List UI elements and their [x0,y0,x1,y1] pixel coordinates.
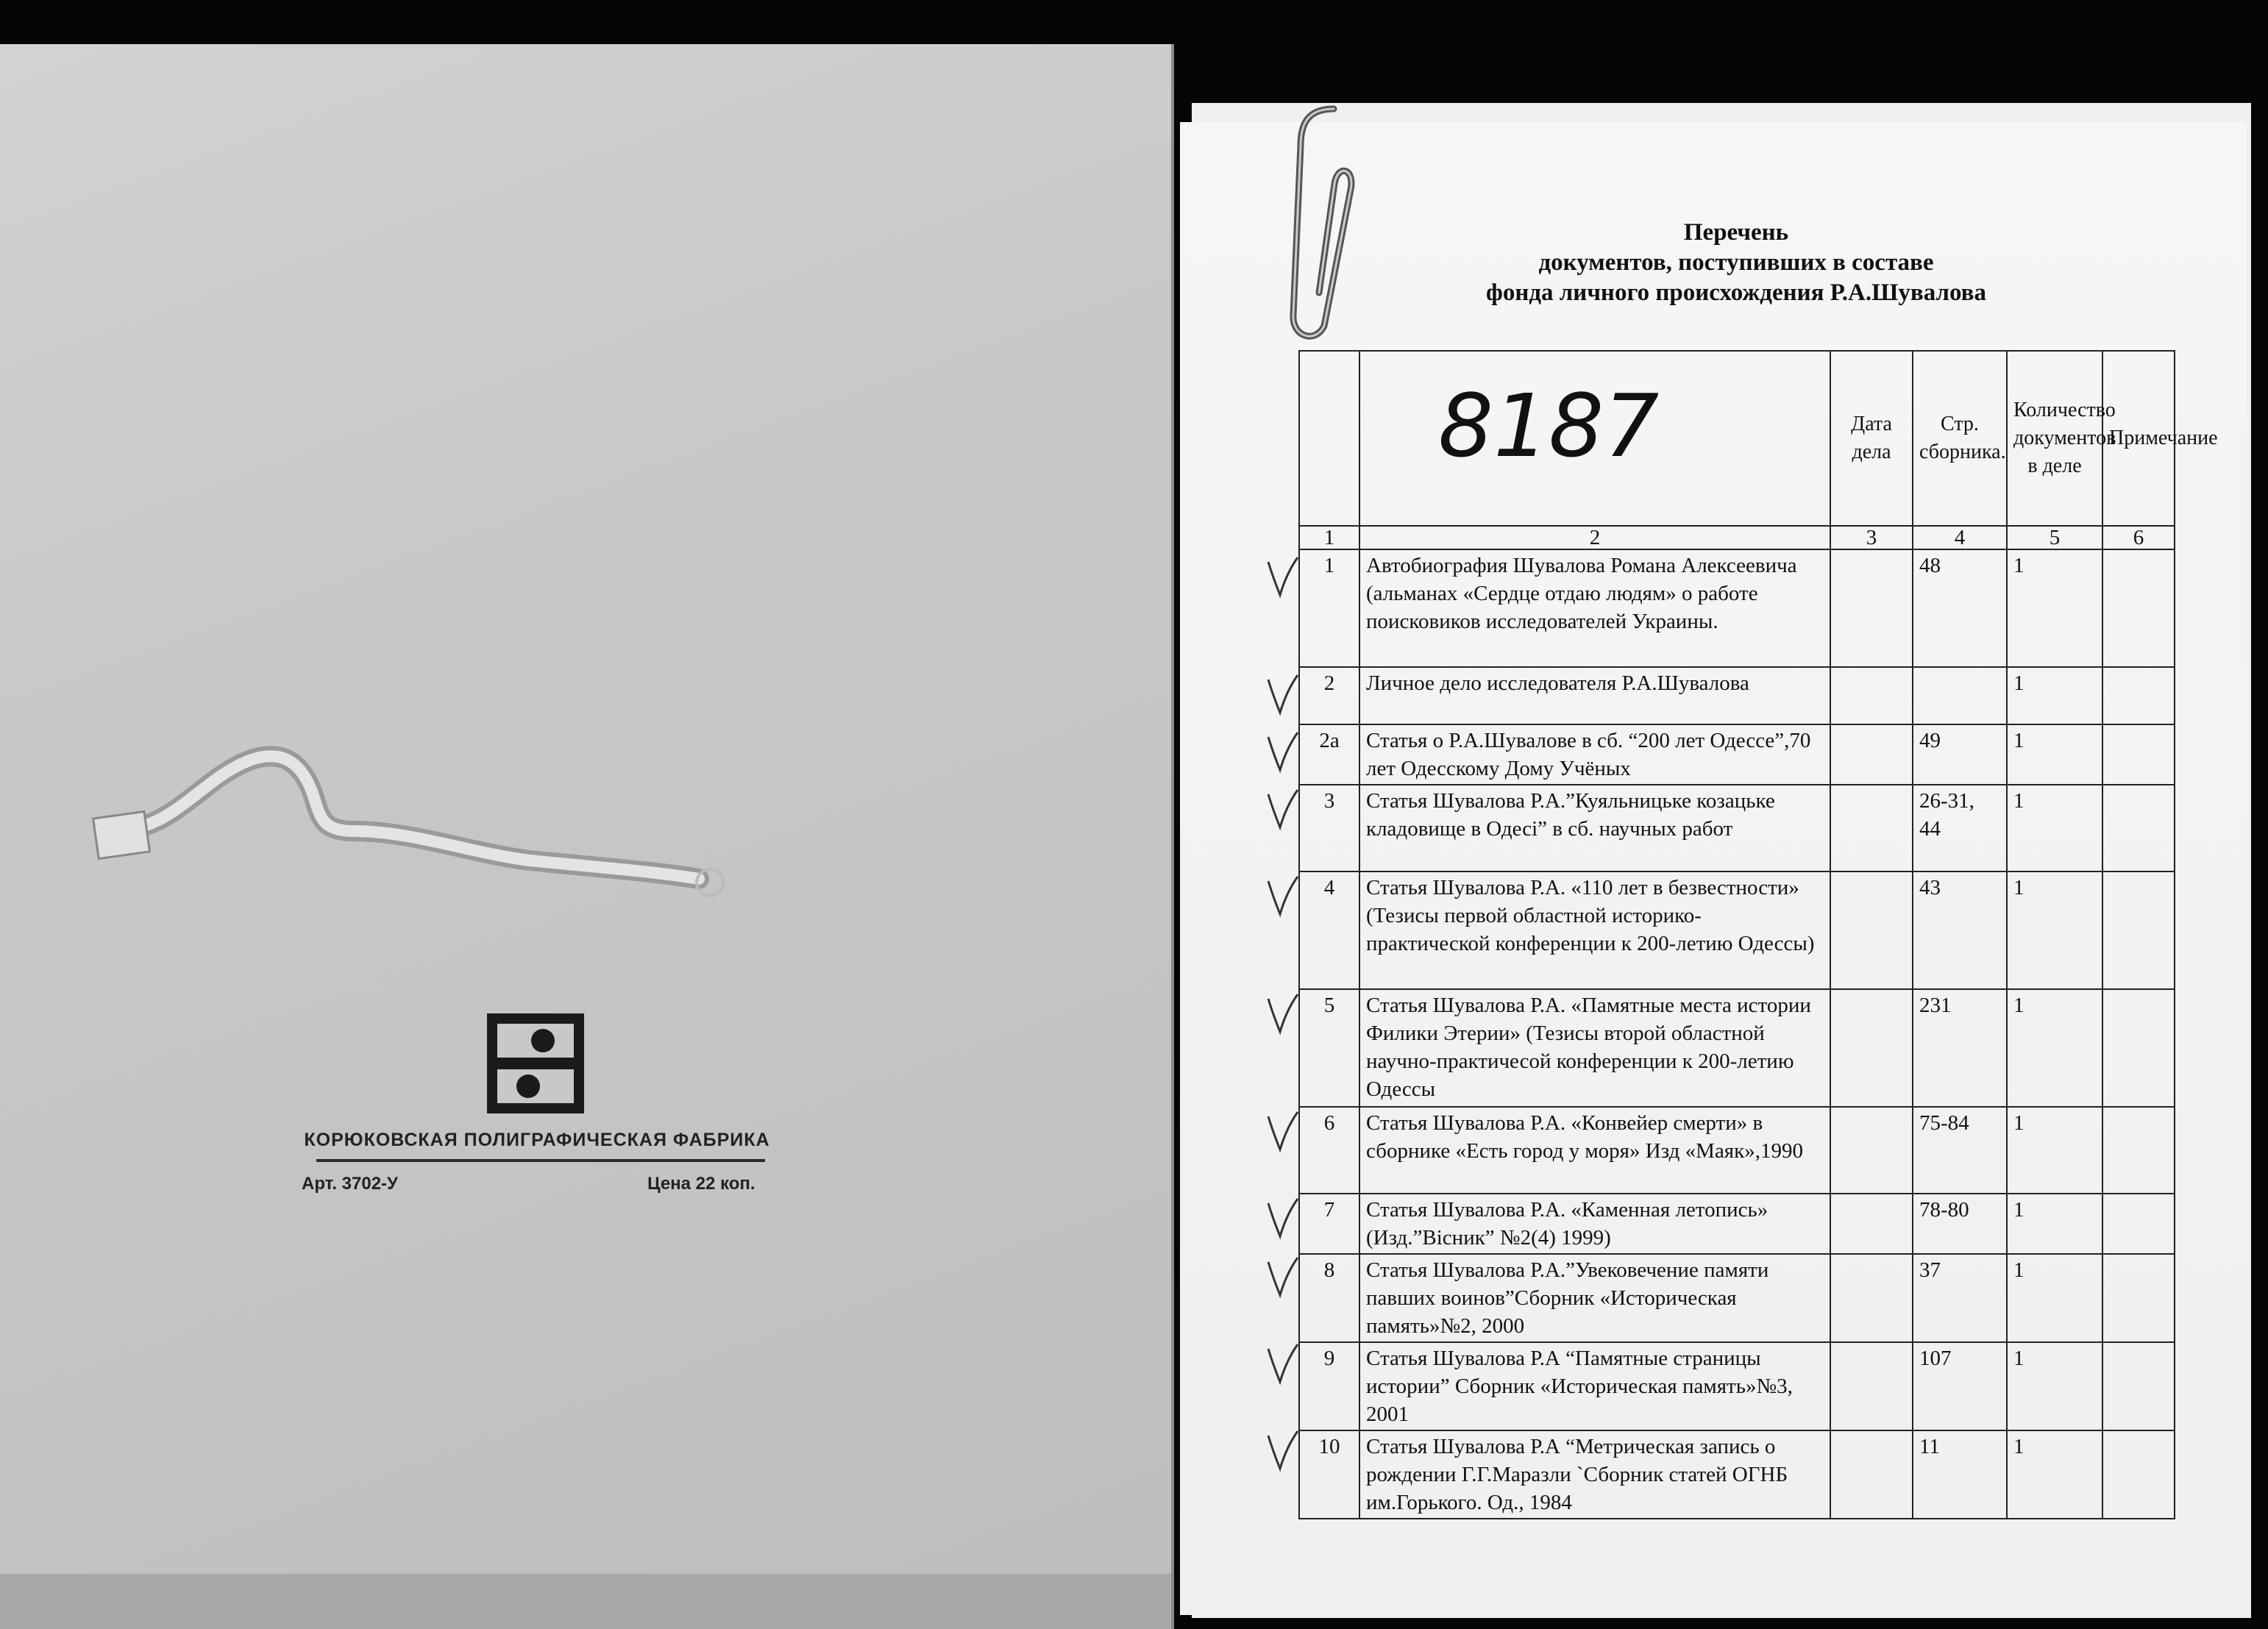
row-note [2102,1430,2175,1519]
column-number: 4 [1913,526,2007,549]
row-title: Статья Шувалова Р.А. «Памятные места истории Филики Этерии» (Тезисы второй областной научно-практичесой конференции к 200-летию Одессы [1359,989,1830,1107]
row-pages: 48 [1913,549,2007,667]
divider [316,1159,765,1162]
row-pages: 43 [1913,871,2007,989]
table-row [1299,785,2175,871]
row-count: 1 [2007,724,2102,785]
table-row [1299,1107,2175,1194]
table-row [1299,871,2175,989]
row-count: 1 [2007,1107,2102,1194]
row-title: Статья Шувалова Р.А.”Увековечение памяти павших воинов”Сборник «Историческая память»№2, 2000 [1359,1254,1830,1342]
row-count: 1 [2007,1430,2102,1519]
row-title: Статья о Р.А.Шувалове в сб. “200 лет Одессе”,70 лет Одесскому Дому Учёных [1359,724,1830,785]
svg-text:8187: 8187 [1438,375,1660,477]
paper-clip-icon [1264,101,1374,352]
check-mark-icon [1264,1255,1301,1299]
row-count: 1 [2007,549,2102,667]
row-note [2102,871,2175,989]
check-mark-icon [1264,1428,1301,1472]
document-title [1251,218,2222,308]
row-title: Автобиография Шувалова Романа Алексеевича (альманах «Сердце отдаю людям» о работе поисковиков исследователей Украины. [1359,549,1830,667]
row-pages: 75-84 [1913,1107,2007,1194]
header-date: Дата дела [1830,351,1913,526]
row-title: Статья Шувалова Р.А. «Каменная летопись» (Изд.”Вісник” №2(4) 1999) [1359,1194,1830,1254]
column-number: 2 [1359,526,1830,549]
row-number: 9 [1299,1342,1359,1430]
row-date [1830,549,1913,667]
row-date [1830,667,1913,724]
row-note [2102,724,2175,785]
check-mark-icon [1264,730,1301,774]
row-count: 1 [2007,667,2102,724]
row-pages [1913,667,2007,724]
row-number: 5 [1299,989,1359,1107]
row-date [1830,989,1913,1107]
row-note [2102,785,2175,871]
column-number: 6 [2102,526,2175,549]
row-pages: 49 [1913,724,2007,785]
table-row [1299,989,2175,1107]
check-mark-icon [1264,1196,1301,1240]
row-pages: 37 [1913,1254,2007,1342]
row-pages: 107 [1913,1342,2007,1430]
table-row [1299,724,2175,785]
header-number [1299,351,1359,526]
table-row [1299,1342,2175,1430]
title-line: Перечень [1683,219,1789,246]
title-line: документов, поступивших в составе [1538,249,1934,276]
publisher-logo-icon [487,1013,584,1113]
table-row [1299,1430,2175,1519]
column-number: 5 [2007,526,2102,549]
row-number: 1 [1299,549,1359,667]
row-count: 1 [2007,989,2102,1107]
row-title: Статья Шувалова Р.А “Памятные страницы истории” Сборник «Историческая память»№3, 2001 [1359,1342,1830,1430]
check-mark-icon [1264,991,1301,1035]
column-number: 3 [1830,526,1913,549]
row-title: Статья Шувалова Р.А. «110 лет в безвестности» (Тезисы первой областной историко-практической конференции к 200-летию Одессы) [1359,871,1830,989]
row-note [2102,1107,2175,1194]
row-date [1830,1254,1913,1342]
column-number-row [1299,526,2175,549]
row-title: Статья Шувалова Р.А “Метрическая запись о рождении Г.Г.Маразли `Сборник статей ОГНБ им.Горького. Од., 1984 [1359,1430,1830,1519]
factory-name: КОРЮКОВСКАЯ ПОЛИГРАФИЧЕСКАЯ ФАБРИКА [304,1130,770,1150]
row-pages: 11 [1913,1430,2007,1519]
header-pages: Стр. сборника. [1913,351,2007,526]
row-number: 7 [1299,1194,1359,1254]
row-count: 1 [2007,871,2102,989]
handwritten-fund-number [1431,368,1674,478]
header-count: Количество документов в деле [2007,351,2102,526]
header-note: Примечание [2102,351,2175,526]
folder-edge [0,1574,1171,1629]
row-pages: 231 [1913,989,2007,1107]
table-row [1299,1194,2175,1254]
row-count: 1 [2007,1342,2102,1430]
row-count: 1 [2007,1254,2102,1342]
row-count: 1 [2007,1194,2102,1254]
row-number: 2 [1299,667,1359,724]
row-pages: 78-80 [1913,1194,2007,1254]
row-pages: 26-31, 44 [1913,785,2007,871]
row-number: 3 [1299,785,1359,871]
check-mark-icon [1264,1109,1301,1153]
check-mark-icon [1264,1341,1301,1386]
row-date [1830,785,1913,871]
row-date [1830,724,1913,785]
string-tie [88,721,765,912]
row-title: Статья Шувалова Р.А.”Куяльницьке козацьке кладовище в Одесі” в сб. научных работ [1359,785,1830,871]
table-row [1299,549,2175,667]
row-title: Личное дело исследователя Р.А.Шувалова [1359,667,1830,724]
row-date [1830,1342,1913,1430]
row-note [2102,1194,2175,1254]
column-number: 1 [1299,526,1359,549]
check-mark-icon [1264,874,1301,918]
row-note [2102,1254,2175,1342]
article-number: Арт. 3702-У [302,1174,398,1194]
row-note [2102,989,2175,1107]
row-note [2102,549,2175,667]
row-number: 6 [1299,1107,1359,1194]
document-register-table [1298,350,2218,1519]
table-row [1299,1254,2175,1342]
row-date [1830,1107,1913,1194]
row-number: 2а [1299,724,1359,785]
row-date [1830,1194,1913,1254]
check-mark-icon [1264,555,1301,599]
title-line: фонда личного происхождения Р.А.Шувалова [1486,279,1986,306]
row-number: 10 [1299,1430,1359,1519]
row-number: 8 [1299,1254,1359,1342]
row-date [1830,871,1913,989]
check-mark-icon [1264,787,1301,831]
price-label: Цена 22 коп. [647,1174,756,1194]
row-note [2102,1342,2175,1430]
row-number: 4 [1299,871,1359,989]
row-count: 1 [2007,785,2102,871]
table-row [1299,667,2175,724]
row-title: Статья Шувалова Р.А. «Конвейер смерти» в сборнике «Есть город у моря» Изд «Маяк»,1990 [1359,1107,1830,1194]
check-mark-icon [1264,672,1301,716]
row-note [2102,667,2175,724]
row-date [1830,1430,1913,1519]
